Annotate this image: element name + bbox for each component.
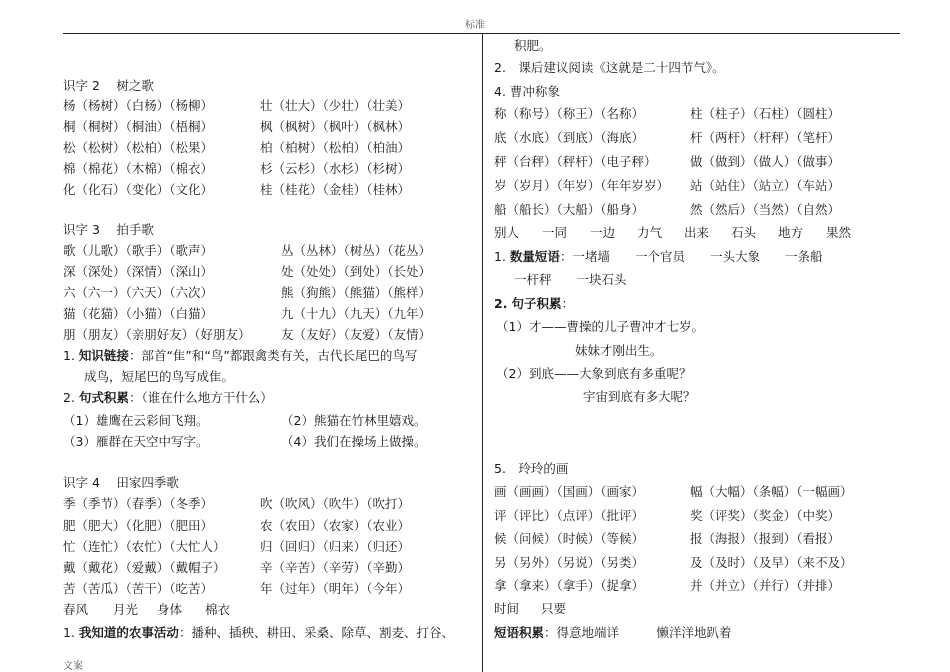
word-row: 候（问候）（时候）（等候） xyxy=(494,531,645,546)
word-row: 戴（戴花）（爱戴）（戴帽子） xyxy=(63,560,226,575)
vocab-word: 果然 xyxy=(826,225,852,240)
vocab-word: 石头 xyxy=(731,225,757,240)
note-text: ：部首“隹”和“鸟”都跟禽类有关，古代长尾巴的鸟写 xyxy=(128,348,418,363)
vocab-word: 出来 xyxy=(684,225,710,240)
word-row: 报（海报）（报到）（看报） xyxy=(690,531,841,546)
note-number: 1. xyxy=(63,348,75,363)
example-sentence: （2）到底——大象到底有多重呢？ xyxy=(496,366,692,381)
word-row: 壮（壮大）（少壮）（壮美） xyxy=(260,98,411,113)
note-number: 2. xyxy=(494,296,508,311)
word-row: 猫（花猫）（小猫）（白猫） xyxy=(63,306,214,321)
note-number: 2. xyxy=(63,390,75,405)
word-row: 拿（拿来）（拿手）（捉拿） xyxy=(494,578,645,593)
word-row: 吹（吹风）（吹牛）（吹打） xyxy=(260,496,411,511)
note-text-cont: 积肥。 xyxy=(514,38,552,53)
note-sentence-accumulation xyxy=(494,296,574,312)
note-text: ：得意地端详 懒洋洋地趴着 xyxy=(544,625,732,640)
word-row: 六（六一）（六天）（六次） xyxy=(63,285,214,300)
note-text: ：（谁在什么地方干什么） xyxy=(128,390,273,405)
note-heading: 短语积累 xyxy=(494,625,545,640)
vocab-word: 棉衣 xyxy=(205,602,231,617)
word-row: 幅（大幅）（条幅）（一幅画） xyxy=(690,484,853,499)
page-footer: 文案 xyxy=(63,661,83,672)
word-row: 另（另外）（另说）（另类） xyxy=(494,555,645,570)
vocab-word: 时间 xyxy=(494,601,520,616)
section-title-cao-chong: 4. 曹冲称象 xyxy=(494,84,560,99)
example-sentence: （2）熊猫在竹林里嬉戏。 xyxy=(281,413,427,428)
example-sentence: （1）雄鹰在云彩间飞翔。 xyxy=(63,413,209,428)
word-row: 枫（枫树）（枫叶）（枫林） xyxy=(260,119,411,134)
word-row: 深（深处）（深情）（深山） xyxy=(63,264,214,279)
vocab-word: 力气 xyxy=(637,225,663,240)
word-row: 称（称号）（称王）（名称） xyxy=(494,106,645,121)
word-row: 化（化石）（变化）（文化） xyxy=(63,182,214,197)
note-text-cont: 一杆秤 一块石头 xyxy=(514,272,627,287)
example-sentence: （4）我们在操场上做操。 xyxy=(281,434,427,449)
word-row: 友（友好）（友爱）（友情） xyxy=(281,327,432,342)
note-text-cont: 成鸟，短尾巴的鸟写成隹。 xyxy=(84,369,235,384)
reading-suggestion: 2. 课后建议阅读《这就是二十四节气》。 xyxy=(494,60,725,75)
vocab-word: 春风 xyxy=(63,602,89,617)
word-row: 棉（棉花）（木棉）（棉衣） xyxy=(63,161,214,176)
word-row: 柏（柏树）（松柏）（柏油） xyxy=(260,140,411,155)
vocab-word: 别人 xyxy=(494,225,520,240)
word-row: 苦（苦瓜）（苦干）（吃苦） xyxy=(63,581,214,596)
note-farm-activities xyxy=(63,625,454,641)
word-row: 忙（连忙）（农忙）（大忙人） xyxy=(63,539,226,554)
section-title-shizi2: 识字 2 树之歌 xyxy=(63,78,154,93)
word-row: 歌（儿歌）（歌手）（歌声） xyxy=(63,243,214,258)
vocab-word: 地方 xyxy=(778,225,804,240)
word-row: 松（松树）（松柏）（松果） xyxy=(63,140,214,155)
word-row: 底（水底）（到底）（海底） xyxy=(494,130,645,145)
vocab-word: 一边 xyxy=(590,225,616,240)
note-sentence-pattern xyxy=(63,390,273,406)
page-header: 标准 xyxy=(465,20,485,31)
example-sentence: 宇宙到底有多大呢？ xyxy=(583,389,696,404)
word-row: 年（过年）（明年）（今年） xyxy=(260,581,411,596)
word-row: 杆（两杆）（杆秤）（笔杆） xyxy=(690,130,841,145)
note-heading: 知识链接 xyxy=(78,348,129,363)
word-row: 秤（台秤）（秤杆）（电子秤） xyxy=(494,154,657,169)
word-row: 熊（狗熊）（熊猫）（熊样） xyxy=(281,285,432,300)
note-measure-phrases xyxy=(494,249,822,265)
word-row: 丛（丛林）（树丛）（花丛） xyxy=(281,243,432,258)
word-row: 奖（评奖）（奖金）（中奖） xyxy=(690,508,841,523)
word-row: 季（季节）（春季）（冬季） xyxy=(63,496,214,511)
note-heading: 句式积累 xyxy=(78,390,129,405)
vocab-word: 身体 xyxy=(157,602,183,617)
word-row: 船（船长）（大船）（船身） xyxy=(494,202,645,217)
word-row: 杉（云杉）（水杉）（杉树） xyxy=(260,161,411,176)
word-row: 农（农田）（农家）（农业） xyxy=(260,518,411,533)
section-title-shizi3: 识字 3 拍手歌 xyxy=(63,222,154,237)
note-knowledge-link xyxy=(63,348,417,364)
vocab-word: 月光 xyxy=(113,602,139,617)
word-row: 朋（朋友）（亲朋好友）（好朋友） xyxy=(63,327,251,342)
section-title-shizi4: 识字 4 田家四季歌 xyxy=(63,475,179,490)
word-row: 杨（杨树）（白杨）（杨柳） xyxy=(63,98,214,113)
note-text: ：一堵墙 一个官员 一头大象 一条船 xyxy=(559,249,823,264)
section-title-lingling: 5. 玲玲的画 xyxy=(494,461,569,476)
word-row: 评（评比）（点评）（批评） xyxy=(494,508,645,523)
word-row: 九（十九）（九天）（九年） xyxy=(281,306,432,321)
note-text: ：播种、插秧、耕田、采桑、除草、割麦、打谷、 xyxy=(178,625,454,640)
word-row: 站（站住）（站立）（车站） xyxy=(690,178,841,193)
word-row: 然（然后）（当然）（自然） xyxy=(690,202,841,217)
note-heading: 数量短语 xyxy=(509,249,560,264)
example-sentence: （3）雁群在天空中写字。 xyxy=(63,434,209,449)
note-heading: 我知道的农事活动 xyxy=(78,625,179,640)
word-row: 辛（辛苦）（辛劳）（辛勤） xyxy=(260,560,411,575)
word-row: 桂（桂花）（金桂）（桂林） xyxy=(260,182,411,197)
word-row: 桐（桐树）（桐油）（梧桐） xyxy=(63,119,214,134)
column-divider xyxy=(482,34,483,672)
example-sentence: 妹妹才刚出生。 xyxy=(575,343,663,358)
word-row: 归（回归）（归来）（归还） xyxy=(260,539,411,554)
word-row: 做（做到）（做人）（做事） xyxy=(690,154,841,169)
note-colon: ： xyxy=(561,296,574,311)
word-row: 肥（肥大）（化肥）（肥田） xyxy=(63,518,214,533)
word-row: 并（并立）（并行）（并排） xyxy=(690,578,841,593)
note-number: 1. xyxy=(63,625,75,640)
example-sentence: （1）才——曹操的儿子曹冲才七岁。 xyxy=(496,319,704,334)
vocab-word: 一同 xyxy=(542,225,568,240)
note-number: 1. xyxy=(494,249,506,264)
word-row: 处（处处）（到处）（长处） xyxy=(281,264,432,279)
note-heading: 句子积累 xyxy=(511,296,562,311)
word-row: 岁（岁月）（年岁）（年年岁岁） xyxy=(494,178,670,193)
word-row: 及（及时）（及早）（来不及） xyxy=(690,555,853,570)
word-row: 画（画画）（国画）（画家） xyxy=(494,484,645,499)
word-row: 柱（柱子）（石柱）（圆柱） xyxy=(690,106,841,121)
note-phrase-accumulation xyxy=(494,625,732,641)
vocab-word: 只要 xyxy=(541,601,567,616)
